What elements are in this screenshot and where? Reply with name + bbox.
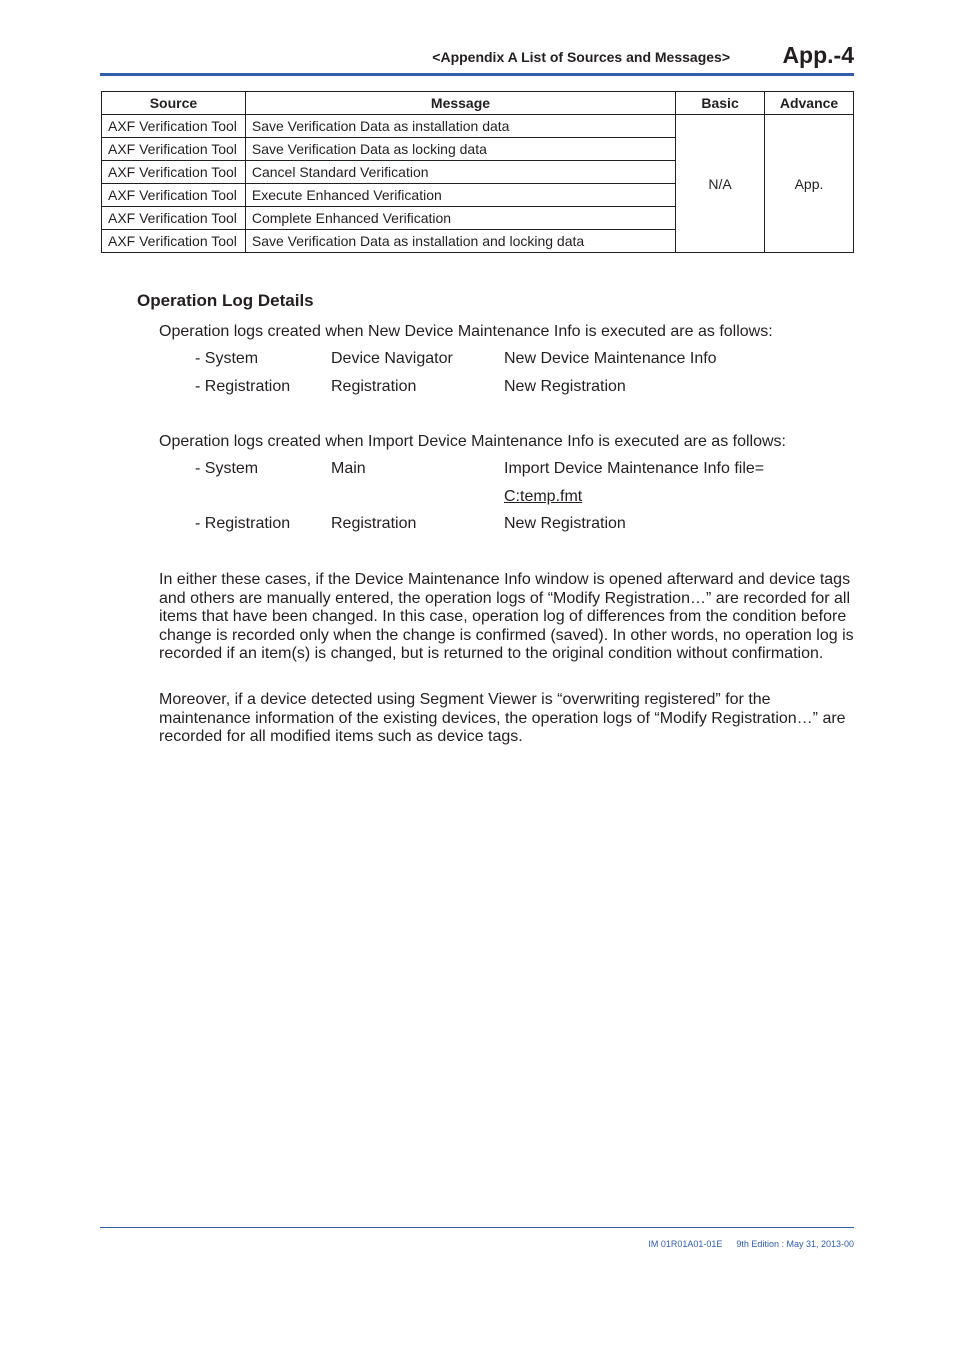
footer — [648, 1239, 854, 1249]
cell-source: AXF Verification Tool — [102, 115, 246, 138]
cell-message: Save Verification Data as installation data — [245, 115, 675, 138]
col-header-basic: Basic — [676, 92, 765, 115]
footer-rule — [100, 1227, 854, 1228]
messages-table — [101, 91, 854, 253]
header-rule — [100, 73, 854, 76]
cell-source: AXF Verification Tool — [102, 230, 246, 253]
cell-message: Complete Enhanced Verification — [245, 207, 675, 230]
log-source: Main — [331, 460, 366, 477]
log-message: New Registration — [504, 378, 626, 395]
cell-source: AXF Verification Tool — [102, 184, 246, 207]
log-message-filename: C:temp.fmt — [504, 488, 583, 505]
cell-basic: N/A — [676, 115, 765, 253]
log-category: - System — [195, 350, 259, 367]
section-title: Operation Log Details — [137, 291, 314, 310]
table-row — [102, 115, 854, 138]
cell-message: Save Verification Data as locking data — [245, 138, 675, 161]
log-source: Registration — [331, 378, 417, 395]
intro-import: Operation logs created when Import Device Maintenance Info is executed are as follows: — [159, 433, 786, 450]
log-message: New Registration — [504, 515, 626, 532]
footer-edition: 9th Edition : May 31, 2013-00 — [736, 1239, 854, 1249]
log-category: - System — [195, 460, 259, 477]
page-number: App.-4 — [782, 42, 854, 68]
cell-message: Cancel Standard Verification — [245, 161, 675, 184]
cell-source: AXF Verification Tool — [102, 138, 246, 161]
log-category: - Registration — [195, 378, 291, 395]
footer-doc-number: IM 01R01A01-01E — [648, 1239, 723, 1249]
log-category: - Registration — [195, 515, 291, 532]
log-source: Registration — [331, 515, 417, 532]
col-header-advance: Advance — [765, 92, 854, 115]
log-source: Device Navigator — [331, 350, 453, 367]
body-paragraph: Moreover, if a device detected using Segment Viewer is “overwriting registered” for the maintenance information of the existing devices, the operation logs of “Modify Registration…” are recorded for all modified items such as device tags. — [159, 691, 846, 745]
table-header-row — [102, 92, 854, 115]
cell-source: AXF Verification Tool — [102, 207, 246, 230]
body-paragraph: In either these cases, if the Device Maintenance Info window is opened afterward and device tags and others are manually entered, the operation logs of “Modify Registration…” are recorded for all items that have been changed. In this case, operation log of differences from the condition before change is recorded only when the change is confirmed (saved). In other words, no operation log is recorded if an item(s) is changed, but is returned to the original condition without confirmation. — [159, 571, 854, 662]
col-header-source: Source — [102, 92, 246, 115]
log-message: Import Device Maintenance Info file= — [504, 460, 765, 477]
col-header-message: Message — [245, 92, 675, 115]
cell-message: Execute Enhanced Verification — [245, 184, 675, 207]
log-message: New Device Maintenance Info — [504, 350, 717, 367]
cell-message: Save Verification Data as installation and locking data — [245, 230, 675, 253]
header-title: <Appendix A List of Sources and Messages> — [432, 49, 730, 65]
cell-advance: App. — [765, 115, 854, 253]
intro-new-device: Operation logs created when New Device Maintenance Info is executed are as follows: — [159, 323, 773, 340]
cell-source: AXF Verification Tool — [102, 161, 246, 184]
